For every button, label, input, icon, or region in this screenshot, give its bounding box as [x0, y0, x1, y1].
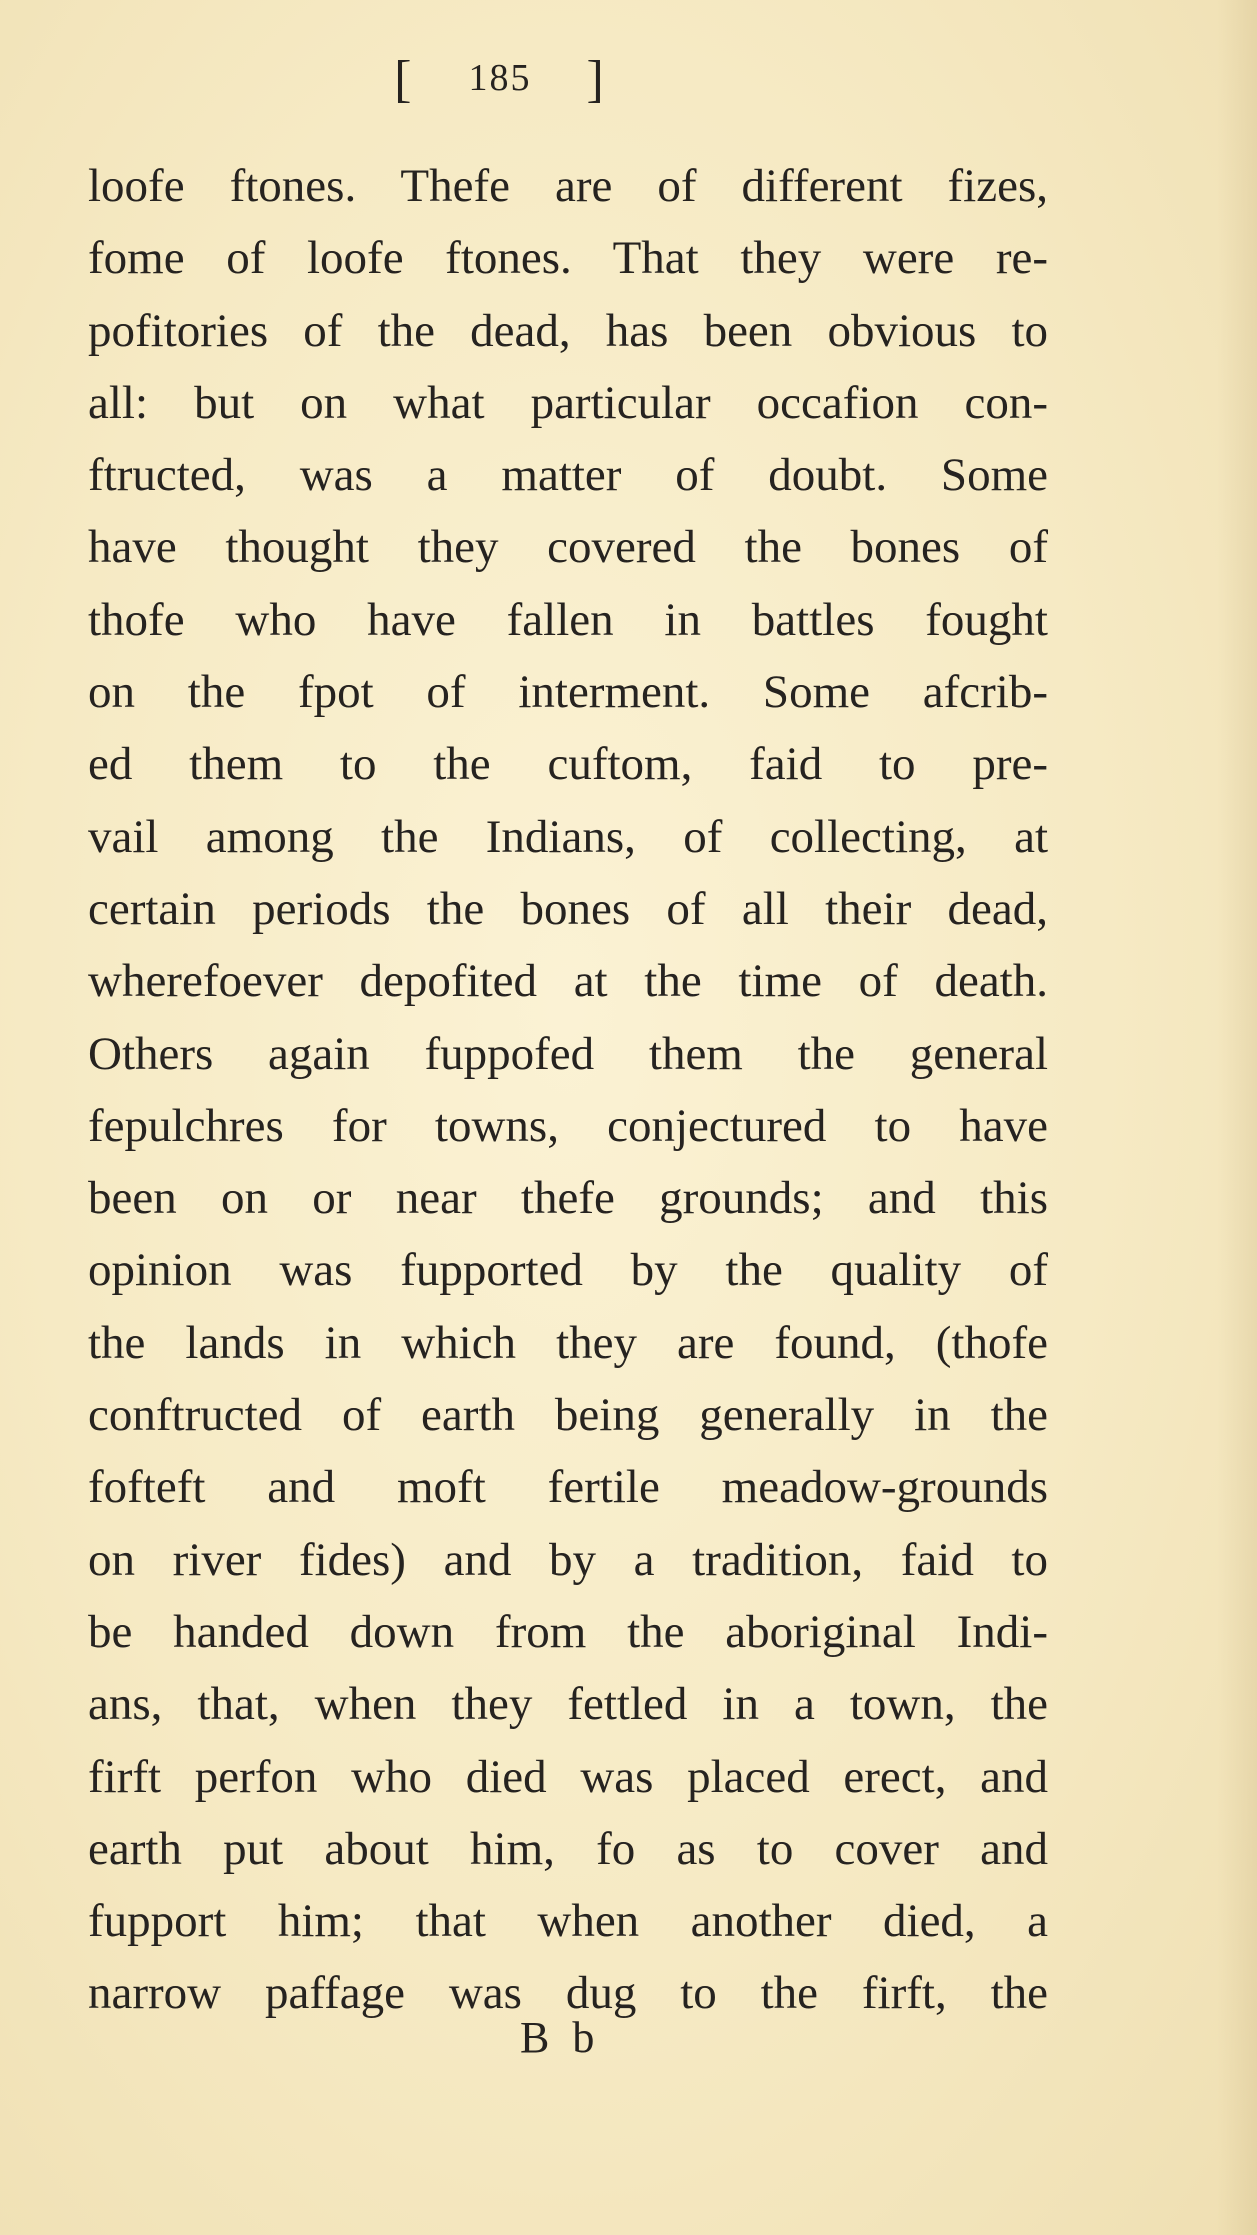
text-line: the lands in which they are found, (thofe: [88, 1316, 1048, 1369]
text-line: narrow paffage was dug to the firft, the: [88, 1967, 1048, 2020]
text-line: vail among the Indians, of collecting, at: [88, 810, 1048, 863]
text-line: ans, that, when they fettled in a town, the: [88, 1678, 1048, 1731]
text-line: conftructed of earth being generally in the: [88, 1389, 1048, 1442]
text-line: be handed down from the aboriginal Indi-: [88, 1605, 1048, 1658]
page-number: 185: [468, 57, 532, 99]
text-line: thofe who have fallen in battles fought: [88, 593, 1048, 646]
text-line: fofteft and moft fertile meadow-grounds: [88, 1461, 1048, 1514]
running-head-close-bracket: ]: [586, 51, 606, 108]
text-line: ftructed, was a matter of doubt. Some: [88, 449, 1048, 502]
running-head-open-bracket: [: [394, 51, 414, 108]
text-line: earth put about him, fo as to cover and: [88, 1822, 1048, 1875]
text-line: pofitories of the dead, has been obvious to: [88, 304, 1048, 357]
page-edge-shade: [1217, 0, 1257, 2235]
text-line: on river fides) and by a tradition, faid to: [88, 1533, 1048, 1586]
text-line: fome of loofe ftones. That they were re-: [88, 232, 1048, 285]
body-text: [88, 150, 1048, 2030]
text-line: been on or near thefe grounds; and this: [88, 1172, 1048, 1225]
text-line: ed them to the cuftom, faid to pre-: [88, 738, 1048, 791]
text-line: loofe ftones. Thefe are of different fizes,: [88, 160, 1048, 212]
text-line: all: but on what particular occafion con-: [88, 376, 1048, 429]
running-head: [0, 50, 1000, 109]
text-line: fupport him; that when another died, a: [88, 1895, 1048, 1948]
text-line: have thought they covered the bones of: [88, 521, 1048, 574]
text-line: wherefoever depofited at the time of death.: [88, 955, 1048, 1008]
signature-mark: B b: [520, 2013, 601, 2062]
text-line: firft perfon who died was placed erect, and: [88, 1750, 1048, 1803]
text-line: fepulchres for towns, conjectured to have: [88, 1099, 1048, 1152]
text-line: on the fpot of interment. Some afcrib-: [88, 666, 1048, 719]
text-line: Others again fuppofed them the general: [88, 1027, 1048, 1080]
text-line: certain periods the bones of all their dead,: [88, 882, 1048, 935]
text-line: opinion was fupported by the quality of: [88, 1244, 1048, 1297]
